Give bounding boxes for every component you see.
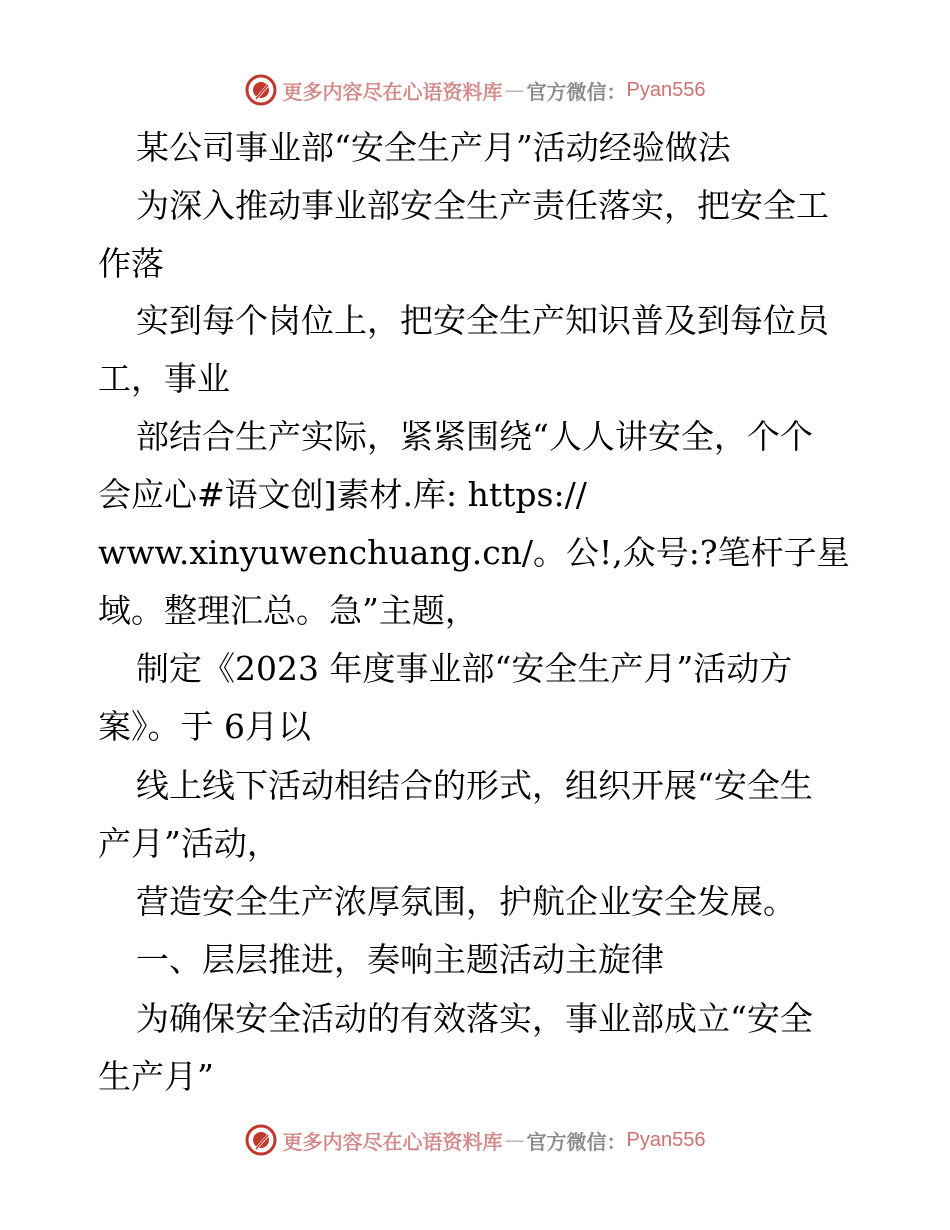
text-line: 为深入推动事业部安全生产责任落实，把安全工 <box>136 186 829 225</box>
text-line: 实到每个岗位上，把安全生产知识普及到每位员 <box>136 301 829 340</box>
document-title: 某公司事业部“安全生产月”活动经验做法 <box>136 128 731 167</box>
banner-contact-id: Pyan556 <box>626 1128 706 1151</box>
banner-separator: — <box>504 78 525 102</box>
text-line: 线上线下活动相结合的形式，组织开展“安全生 <box>136 766 813 805</box>
header-banner <box>0 70 950 110</box>
text-line: 会应心#语文创]素材.库: https:// <box>98 475 587 514</box>
banner-title: 更多内容尽在心语资料库 <box>282 1129 503 1154</box>
text-line: 生产月” <box>98 1057 214 1096</box>
banner-contact-label: 官方微信： <box>526 1129 627 1154</box>
banner-contact-label: 官方微信： <box>526 79 627 104</box>
text-line: 营造安全生产浓厚氛围，护航企业安全发展。 <box>136 882 796 921</box>
text-line: 产月”活动， <box>98 824 280 863</box>
pen-logo-icon <box>245 74 277 106</box>
text-line: 部结合生产实际，紧紧围绕“人人讲安全，个个 <box>136 417 813 456</box>
text-line: 制定《2023 年度事业部“安全生产月”活动方 <box>136 649 793 688</box>
text-line: 作落 <box>98 244 164 283</box>
banner-contact-id: Pyan556 <box>626 78 706 101</box>
text-line: 工，事业 <box>98 359 230 398</box>
text-line: 案》。于 6月以 <box>98 707 311 746</box>
section-heading: 一、层层推进，奏响主题活动主旋律 <box>136 940 664 979</box>
text-line: www.xinyuwenchuang.cn/。公!,众号:?笔杆子星 <box>98 533 850 572</box>
banner-title: 更多内容尽在心语资料库 <box>282 79 503 104</box>
footer-banner <box>0 1120 950 1160</box>
text-line: 域。整理汇总。急”主题， <box>98 591 478 630</box>
text-line: 为确保安全活动的有效落实，事业部成立“安全 <box>136 999 813 1038</box>
pen-logo-icon <box>245 1124 277 1156</box>
banner-separator: — <box>504 1128 525 1152</box>
